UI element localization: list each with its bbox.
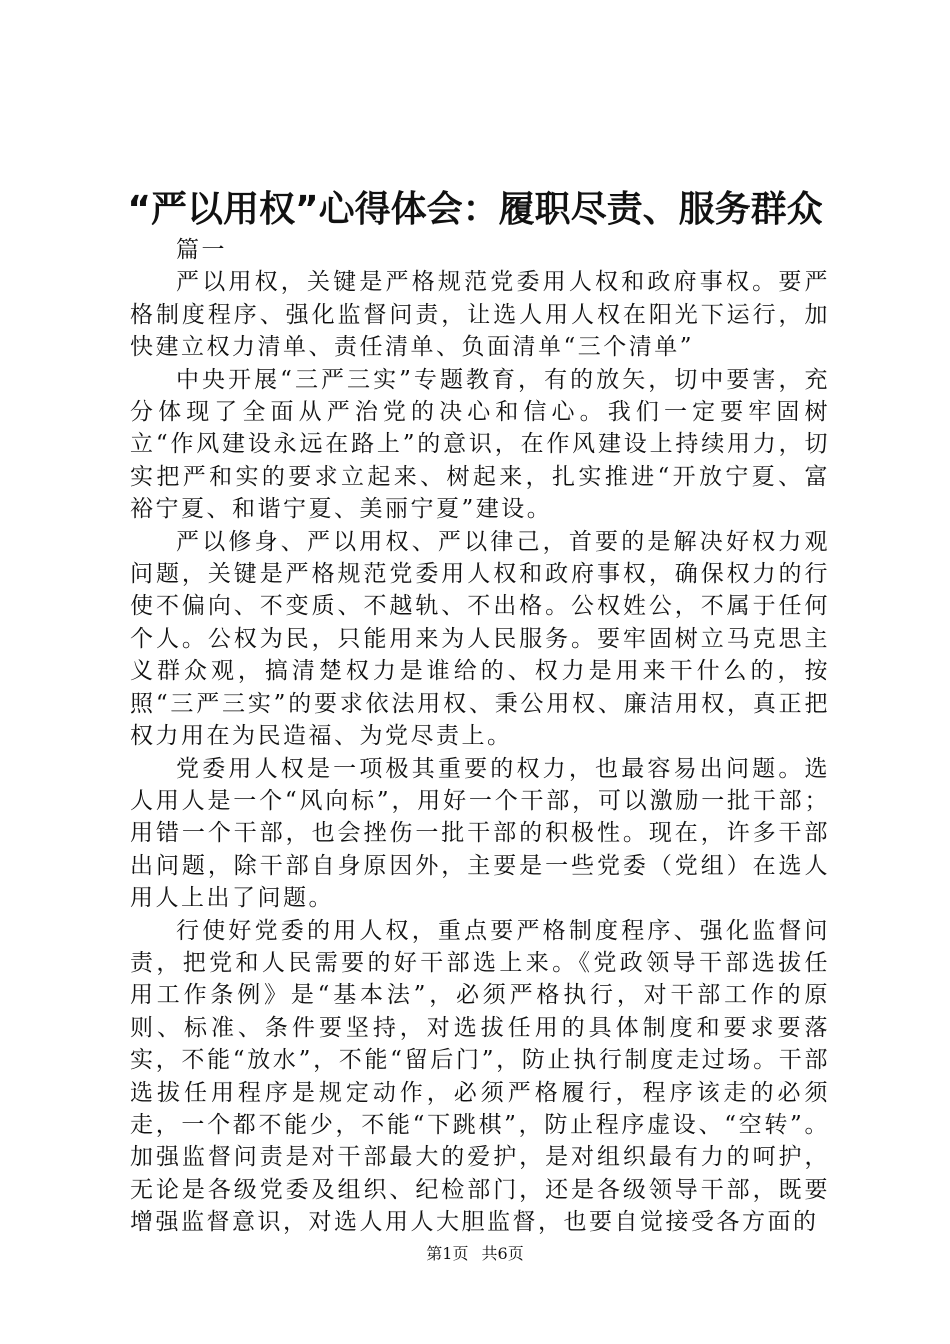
document-body [130, 234, 830, 1239]
page-number: 第1页 [426, 1244, 469, 1263]
document-title: “严以用权”心得体会：履职尽责、服务群众 [127, 189, 823, 230]
page-footer [0, 1244, 950, 1264]
paragraph-2: 中央开展“三严三实”专题教育，有的放矢，切中要害，充分体现了全面从严治党的决心和信心。我们一定要牢固树立“作风建设永远在路上”的意识，在作风建设上持续用力，切实把严和实的要求立起来、树起来，扎实推进“开放宁夏、富裕宁夏、和谐宁夏、美丽宁夏”建设。 [130, 366, 830, 523]
paragraph-3: 严以修身、严以用权、严以律己，首要的是解决好权力观问题，关键是严格规范党委用人权和政府事权，确保权力的行使不偏向、不变质、不越轨、不出格。公权姓公，不属于任何个人。公权为民，只能用来为人民服务。要牢固树立马克思主义群众观，搞清楚权力是谁给的、权力是用来干什么的，按照“三严三实”的要求依法用权、秉公用权、廉洁用权，真正把权力用在为民造福、为党尽责上。 [130, 528, 830, 750]
paragraph-1: 严以用权，关键是严格规范党委用人权和政府事权。要严格制度程序、强化监督问责，让选人用人权在阳光下运行，加快建立权力清单、责任清单、负面清单“三个清单” [130, 269, 830, 361]
paragraph-4: 党委用人权是一项极其重要的权力，也最容易出问题。选人用人是一个“风向标”，用好一个干部，可以激励一批干部；用错一个干部，也会挫伤一批干部的积极性。现在，许多干部出问题，除干部自身原因外，主要是一些党委（党组）在选人用人上出了问题。 [130, 755, 830, 912]
section-label: 篇一 [176, 237, 227, 263]
paragraph-5: 行使好党委的用人权，重点要严格制度程序、强化监督问责，把党和人民需要的好干部选上来。《党政领导干部选拔任用工作条例》是“基本法”，必须严格执行，对干部工作的原则、标准、条件要坚持，对选拔任用的具体制度和要求要落实，不能“放水”，不能“留后门”，防止执行制度走过场。干部选拔任用程序是规定动作，必须严格履行，程序该走的必须走，一个都不能少，不能“下跳棋”，防止程序虚设、“空转”。加强监督问责是对干部最大的爱护，是对组织最有力的呵护，无论是各级党委及组织、纪检部门，还是各级领导干部，既要增强监督意识，对选人用人大胆监督，也要自觉接受各方面的 [130, 917, 830, 1236]
page-total: 共6页 [481, 1244, 524, 1263]
